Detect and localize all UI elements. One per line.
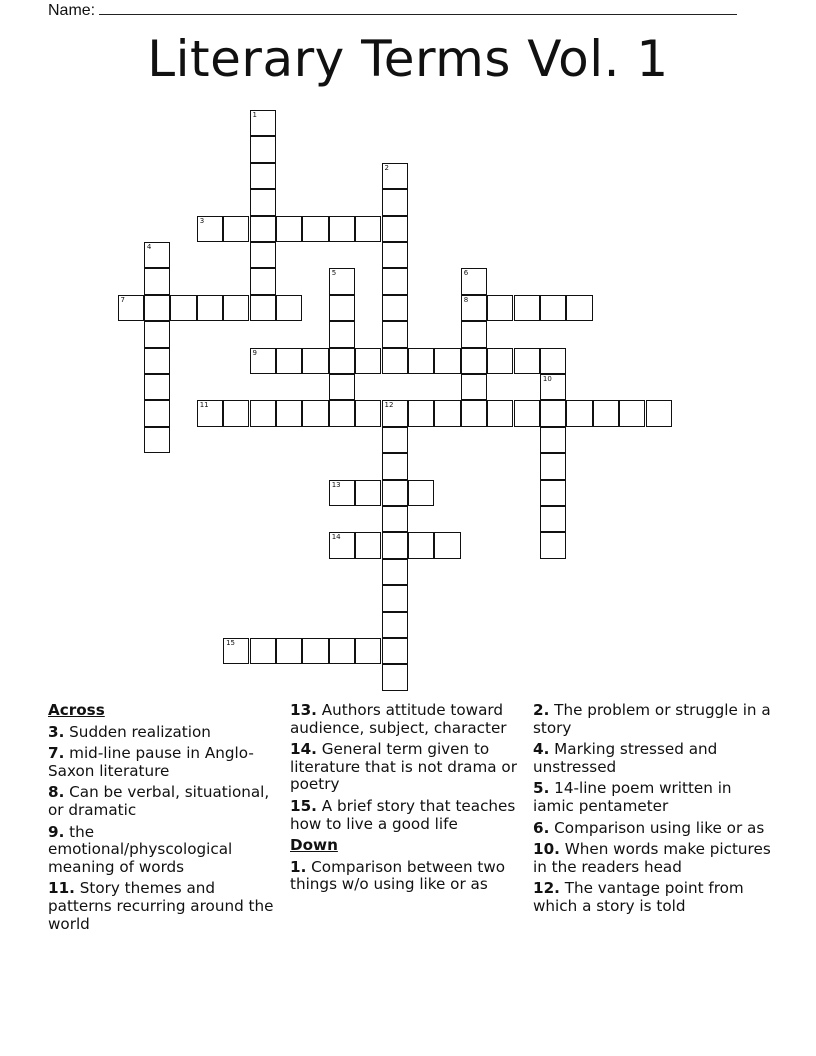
clue-across-3: 3. Sudden realization <box>48 722 211 741</box>
grid-cell[interactable] <box>250 163 276 189</box>
clue-down-12: 12. The vantage point from which a story is told <box>533 879 744 915</box>
grid-cell[interactable] <box>461 321 487 347</box>
grid-cell[interactable] <box>329 321 355 347</box>
grid-cell[interactable] <box>487 295 513 321</box>
cell-number: 11 <box>199 401 209 410</box>
grid-cell[interactable] <box>197 400 223 426</box>
clue-down-4: 4. Marking stressed and unstressed <box>533 740 718 776</box>
grid-cell[interactable] <box>223 638 249 664</box>
grid-cell[interactable] <box>250 295 276 321</box>
grid-cell[interactable] <box>461 268 487 294</box>
clues-column-3 <box>533 702 773 920</box>
grid-cell[interactable] <box>487 348 513 374</box>
grid-cell[interactable] <box>329 216 355 242</box>
grid-cell[interactable] <box>382 612 408 638</box>
grid-cell[interactable] <box>329 374 355 400</box>
grid-cell[interactable] <box>355 400 381 426</box>
cell-number: 15 <box>226 639 236 647</box>
grid-cell[interactable] <box>329 400 355 426</box>
grid-cell[interactable] <box>250 110 276 136</box>
clue-across-8: 8. Can be verbal, situational, or dramatic <box>48 783 270 819</box>
cell-number: 13 <box>331 480 341 489</box>
grid-cell[interactable] <box>514 295 540 321</box>
grid-cell[interactable] <box>144 268 170 294</box>
grid-cell[interactable] <box>540 295 566 321</box>
clue-across-13: 13. Authors attitude toward audience, subject, character <box>290 701 507 737</box>
grid-cell[interactable] <box>144 348 170 374</box>
grid-cell[interactable] <box>276 638 302 664</box>
grid-cell[interactable] <box>250 400 276 426</box>
grid-cell[interactable] <box>302 638 328 664</box>
grid-cell[interactable] <box>329 348 355 374</box>
grid-cell[interactable] <box>382 427 408 453</box>
grid-cell[interactable] <box>250 136 276 162</box>
grid-cell[interactable] <box>382 585 408 611</box>
grid-cell[interactable] <box>487 400 513 426</box>
grid-cell[interactable] <box>566 295 592 321</box>
cell-number: 5 <box>331 269 337 278</box>
grid-cell[interactable] <box>144 374 170 400</box>
grid-cell[interactable] <box>514 348 540 374</box>
grid-cell[interactable] <box>329 295 355 321</box>
grid-cell[interactable] <box>170 295 196 321</box>
grid-cell[interactable] <box>382 400 408 426</box>
grid-cell[interactable] <box>355 532 381 558</box>
clue-down-6: 6. Comparison using like or as <box>533 818 765 837</box>
grid-cell[interactable] <box>197 216 223 242</box>
grid-cell[interactable] <box>646 400 672 426</box>
puzzle-title: Literary Terms Vol. 1 <box>147 30 669 88</box>
clue-down-1: 1. Comparison between two things w/o using like or as <box>290 857 506 894</box>
grid-cell[interactable] <box>408 532 434 558</box>
grid-cell[interactable] <box>144 427 170 453</box>
grid-cell[interactable] <box>540 348 566 374</box>
grid-cell[interactable] <box>355 480 381 506</box>
cell-number: 6 <box>463 269 469 278</box>
grid-cell[interactable] <box>540 427 566 453</box>
cell-number: 9 <box>252 348 257 357</box>
clue-across-15: 15. A brief story that teaches how to live a good life <box>290 796 516 833</box>
grid-cell[interactable] <box>329 268 355 294</box>
grid-cell[interactable] <box>355 348 381 374</box>
grid-cell[interactable] <box>619 400 645 426</box>
grid-cell[interactable] <box>144 321 170 347</box>
grid-cell[interactable] <box>382 216 408 242</box>
grid-cell[interactable] <box>540 532 566 558</box>
grid-cell[interactable] <box>408 348 434 374</box>
grid-cell[interactable] <box>223 295 249 321</box>
grid-cell[interactable] <box>302 348 328 374</box>
grid-cell[interactable] <box>144 295 170 321</box>
grid-cell[interactable] <box>250 348 276 374</box>
grid-cell[interactable] <box>329 480 355 506</box>
grid-cell[interactable] <box>250 242 276 268</box>
grid-cell[interactable] <box>144 400 170 426</box>
grid-cell[interactable] <box>408 400 434 426</box>
clue-across-11: 11. Story themes and patterns recurring around the world <box>48 879 274 933</box>
grid-cell[interactable] <box>223 216 249 242</box>
cell-number: 1 <box>252 111 257 119</box>
grid-cell[interactable] <box>382 295 408 321</box>
grid-cell[interactable] <box>276 348 302 374</box>
name-label: Name: <box>48 2 96 19</box>
clues-column-2 <box>290 702 526 898</box>
grid-cell[interactable] <box>461 400 487 426</box>
grid-cell[interactable] <box>382 321 408 347</box>
down-heading: Down <box>290 836 338 855</box>
grid-cell[interactable] <box>382 480 408 506</box>
grid-cell[interactable] <box>276 400 302 426</box>
grid-cell[interactable] <box>382 189 408 215</box>
grid-cell[interactable] <box>382 506 408 532</box>
grid-cell[interactable] <box>434 348 460 374</box>
across-heading: Across <box>48 701 105 719</box>
clue-across-9: 9. the emotional/physcological meaning of words <box>48 822 233 876</box>
grid-cell[interactable] <box>540 374 566 400</box>
grid-cell[interactable] <box>355 216 381 242</box>
cell-number: 3 <box>199 216 205 225</box>
grid-cell[interactable] <box>514 400 540 426</box>
clue-down-10: 10. When words make pictures in the readers head <box>533 840 771 876</box>
clue-down-5: 5. 14-line poem written in iamic pentameter <box>533 779 732 815</box>
grid-cell[interactable] <box>382 163 408 189</box>
clue-across-14: 14. General term given to literature that is not drama or poetry <box>290 740 517 794</box>
grid-cell[interactable] <box>250 638 276 664</box>
grid-cell[interactable] <box>223 400 249 426</box>
grid-cell[interactable] <box>382 559 408 585</box>
grid-cell[interactable] <box>434 400 460 426</box>
grid-cell[interactable] <box>461 374 487 400</box>
grid-cell[interactable] <box>593 400 619 426</box>
grid-cell[interactable] <box>382 532 408 558</box>
cell-number: 14 <box>331 533 341 542</box>
cell-number: 4 <box>146 243 152 251</box>
grid-cell[interactable] <box>540 400 566 426</box>
grid-cell[interactable] <box>408 480 434 506</box>
grid-cell[interactable] <box>144 242 170 268</box>
grid-cell[interactable] <box>461 295 487 321</box>
grid-cell[interactable] <box>461 348 487 374</box>
grid-cell[interactable] <box>382 268 408 294</box>
cell-number: 8 <box>463 295 469 304</box>
grid-cell[interactable] <box>250 216 276 242</box>
cell-number: 10 <box>542 375 552 383</box>
grid-cell[interactable] <box>118 295 144 321</box>
grid-cell[interactable] <box>276 295 302 321</box>
cell-number: 2 <box>384 163 389 172</box>
grid-cell[interactable] <box>329 638 355 664</box>
clue-down-2: 2. The problem or struggle in a story <box>533 701 771 737</box>
grid-cell[interactable] <box>355 638 381 664</box>
grid-cell[interactable] <box>329 532 355 558</box>
cell-number: 12 <box>384 401 394 410</box>
grid-cell[interactable] <box>540 480 566 506</box>
grid-cell[interactable] <box>540 506 566 532</box>
grid-cell[interactable] <box>540 453 566 479</box>
grid-cell[interactable] <box>434 532 460 558</box>
grid-cell[interactable] <box>566 400 592 426</box>
cell-number: 7 <box>120 295 125 304</box>
grid-cell[interactable] <box>302 400 328 426</box>
grid-cell[interactable] <box>382 664 408 690</box>
grid-cell[interactable] <box>382 638 408 664</box>
grid-cell[interactable] <box>302 216 328 242</box>
grid-cell[interactable] <box>250 189 276 215</box>
grid-cell[interactable] <box>276 216 302 242</box>
clues-column-1 <box>48 702 276 937</box>
grid-cell[interactable] <box>197 295 223 321</box>
grid-cell[interactable] <box>382 242 408 268</box>
grid-cell[interactable] <box>382 348 408 374</box>
grid-cell[interactable] <box>250 268 276 294</box>
grid-cell[interactable] <box>382 453 408 479</box>
clue-across-7: 7. mid-line pause in Anglo-Saxon literature <box>48 744 254 780</box>
